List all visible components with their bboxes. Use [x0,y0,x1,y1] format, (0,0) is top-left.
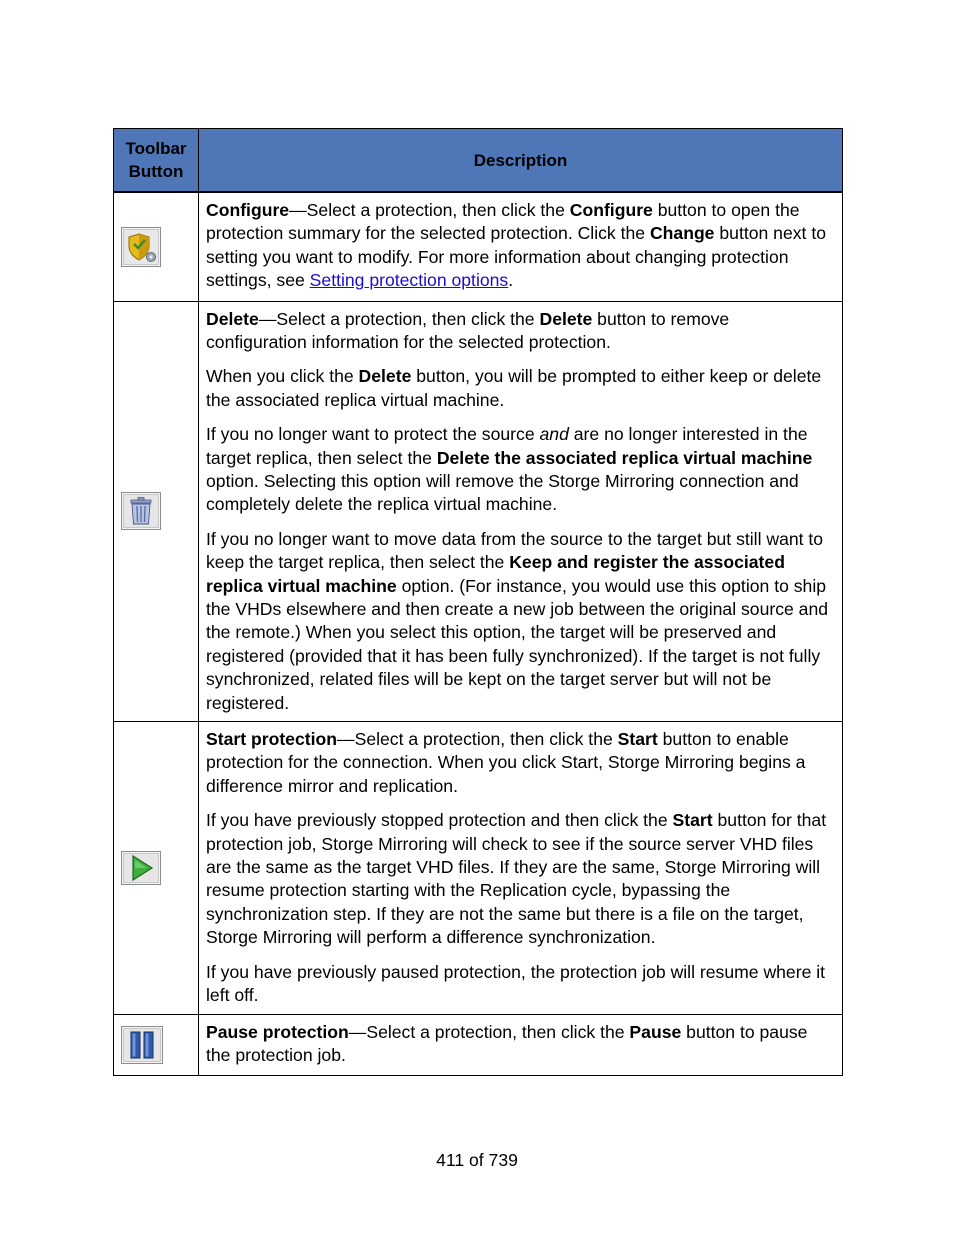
page-number: 411 of 739 [436,1150,518,1170]
delete-paragraph [206,365,834,412]
text: —Select a protection, then click the [289,200,570,220]
bold-term: Start [617,729,658,749]
configure-description [199,192,843,301]
text: If you have previously paused protection, the protection job will resume where it left off. [206,961,826,1006]
delete-description [199,301,843,722]
icon-cell [114,722,199,1015]
bold-term: Configure [569,200,653,220]
icon-cell [114,192,199,301]
text: When you click the [206,366,359,387]
italic-term: and [539,424,569,445]
text: are no longer interested in the target replica, then select the [206,424,808,468]
bold-term: Pause protection [206,1022,349,1042]
text: —Select a protection, then click the [258,308,540,329]
pause-paragraph [206,1021,834,1068]
configure-paragraph [206,199,834,293]
bold-term: Delete [206,308,259,329]
text: button for that protection job, Storge Mirroring will check to see if the source server VHD files are the same as the target VHD files. If they are the same, Storge Mirroring will resume protection starting with the Replication cycle, bypassing the synchronization step. If they are not the same but there is a file on the target, Storge Mirroring will perform a difference synchronization. [206,810,827,948]
start-paragraph [206,809,834,949]
pause-description [199,1015,843,1076]
bold-term: Configure [206,200,290,220]
table-row [114,1015,843,1076]
toolbar-buttons-table [113,128,843,1076]
delete-paragraph [206,308,834,355]
start-play-icon[interactable] [121,851,161,885]
setting-protection-options-link[interactable]: Setting protection options [309,270,509,291]
table-row [114,301,843,722]
text: If you have previously stopped protection and then click the [206,810,673,831]
header-toolbar-button-label: Toolbar Button [125,139,187,181]
bold-term: Delete the associated replica virtual machine [436,447,813,468]
text: option. (For instance, you would use this option to ship the VHDs elsewhere and then create a new job between the original source and the remote.) When you select this option, the target will be preserved and registered (provided that it has been fully synchronized). If the target is not fully synchronized, related files will be kept on the target server but will not be registered. [206,575,829,713]
table-header-row [114,129,843,193]
text: button, you will be prompted to either keep or delete the associated replica virtual machine. [206,366,822,410]
table-row [114,192,843,301]
header-toolbar-button [114,129,199,193]
text: —Select a protection, then click the [348,1022,630,1042]
start-paragraph [206,961,834,1008]
icon-cell [114,301,199,722]
bold-term: Keep and register the associated replica virtual machine [206,552,785,596]
text: button next to setting you want to modify. For more information about changing protection settings, see [206,223,826,291]
bold-term: Delete [539,308,593,329]
text: If you no longer want to protect the source [206,424,540,445]
text: option. Selecting this option will remove the Storge Mirroring connection and completely delete the replica virtual machine. [206,470,799,515]
table-row [114,722,843,1015]
bold-term: Pause [629,1022,682,1042]
bold-term: Start protection [206,729,337,749]
delete-trash-icon[interactable] [121,492,161,530]
bold-term: Start [672,810,713,831]
configure-shield-icon[interactable] [121,227,161,267]
text: button to enable protection for the connection. When you click Start, Storge Mirroring begins a difference mirror and replication. [206,729,806,796]
text: button to open the protection summary for the selected protection. Click the [206,200,800,244]
start-paragraph [206,728,834,798]
text: button to pause the protection job. [206,1022,808,1066]
text: If you no longer want to move data from the source to the target but still want to keep the target replica, then select the [206,528,824,573]
icon-cell [114,1015,199,1076]
delete-paragraph [206,423,834,517]
bold-term: Delete [358,366,412,387]
pause-icon[interactable] [121,1026,163,1064]
text: —Select a protection, then click the [336,729,618,749]
start-description [199,722,843,1015]
delete-paragraph [206,528,834,715]
bold-term: Change [649,223,715,244]
text: . [508,270,514,291]
header-description: Description [199,129,843,193]
text: button to remove configuration information for the selected protection. [206,308,730,352]
